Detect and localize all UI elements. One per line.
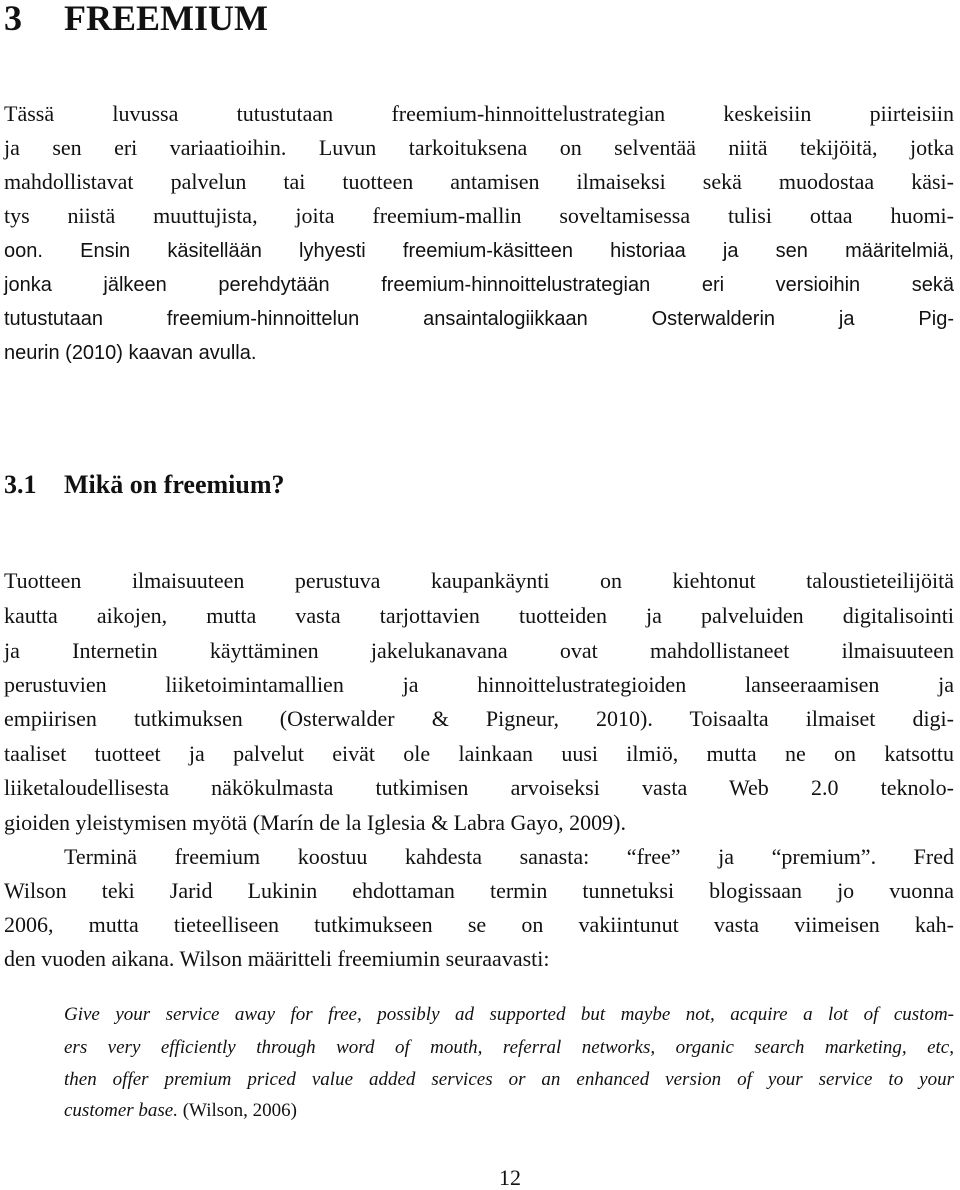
body-line: den vuoden aikana. Wilson määritteli freemiumin seuraavasti: — [4, 946, 550, 971]
intro-line: Tässä luvussa tutustutaan freemium-hinnoittelustrategian keskeisiin piirteisiin — [4, 101, 954, 126]
quote-citation: (Wilson, 2006) — [182, 1100, 298, 1121]
quote-line — [64, 1096, 954, 1126]
intro-line: jonka jälkeen perehdytään freemium-hinnoittelustrategian eri versioihin sekä — [4, 274, 954, 296]
chapter-heading — [4, 0, 268, 36]
quote-text: ers very efficiently through word of mouth, referral networks, organic search marketing, etc, — [64, 1037, 954, 1058]
intro-line: neurin (2010) kaavan avulla. — [4, 342, 257, 364]
section-title: Mikä on freemium? — [64, 470, 285, 499]
chapter-number: 3 — [4, 0, 22, 38]
quote-text: then offer premium priced value added services or an enhanced version of your service to your — [64, 1069, 954, 1090]
quote-line — [64, 1000, 954, 1030]
intro-line: ja sen eri variaatioihin. Luvun tarkoituksena on selventää niitä tekijöitä, jotka — [4, 135, 954, 160]
body-line: gioiden yleistymisen myötä (Marín de la Iglesia & Labra Gayo, 2009). — [4, 810, 626, 835]
body-line: Tuotteen ilmaisuuteen perustuva kaupankäynti on kiehtonut taloustieteilijöitä — [4, 568, 954, 593]
quote-text: Give your service away for free, possibly ad supported but maybe not, acquire a lot of custom- — [64, 1004, 954, 1025]
body-line: Terminä freemium koostuu kahdesta sanasta: “free” ja “premium”. Fred — [64, 844, 954, 869]
body-line: empiirisen tutkimuksen (Osterwalder & Pigneur, 2010). Toisaalta ilmaiset digi- — [4, 706, 954, 731]
quote-line — [64, 1065, 954, 1095]
body-line: 2006, mutta tieteelliseen tutkimukseen se on vakiintunut vasta viimeisen kah- — [4, 912, 954, 937]
body-line: kautta aikojen, mutta vasta tarjottavien tuotteiden ja palveluiden digitalisointi — [4, 603, 954, 628]
quote-line — [64, 1033, 954, 1063]
body-line: Wilson teki Jarid Lukinin ehdottaman termin tunnetuksi blogissaan jo vuonna — [4, 878, 954, 903]
body-line: ja Internetin käyttäminen jakelukanavana ovat mahdollistaneet ilmaisuuteen — [4, 638, 954, 663]
body-line: perustuvien liiketoimintamallien ja hinnoittelustrategioiden lanseeraamisen ja — [4, 672, 954, 697]
section-number: 3.1 — [4, 470, 37, 499]
intro-line: tys niistä muuttujista, joita freemium-mallin soveltamisessa tulisi ottaa huomi- — [4, 203, 954, 228]
intro-line: tutustutaan freemium-hinnoittelun ansaintalogiikkaan Osterwalderin ja Pig- — [4, 308, 954, 330]
body-line: taaliset tuotteet ja palvelut eivät ole lainkaan uusi ilmiö, mutta ne on katsottu — [4, 741, 954, 766]
page-number: 12 — [499, 1165, 521, 1190]
intro-line: oon. Ensin käsitellään lyhyesti freemium-käsitteen historiaa ja sen määritelmiä, — [4, 240, 954, 262]
quote-text: customer base. — [64, 1100, 178, 1121]
chapter-title: FREEMIUM — [64, 0, 268, 38]
intro-line: mahdollistavat palvelun tai tuotteen antamisen ilmaiseksi sekä muodostaa käsi- — [4, 169, 954, 194]
body-line: liiketaloudellisesta näkökulmasta tutkimisen arvoiseksi vasta Web 2.0 teknolo- — [4, 775, 954, 800]
section-heading — [4, 470, 285, 500]
